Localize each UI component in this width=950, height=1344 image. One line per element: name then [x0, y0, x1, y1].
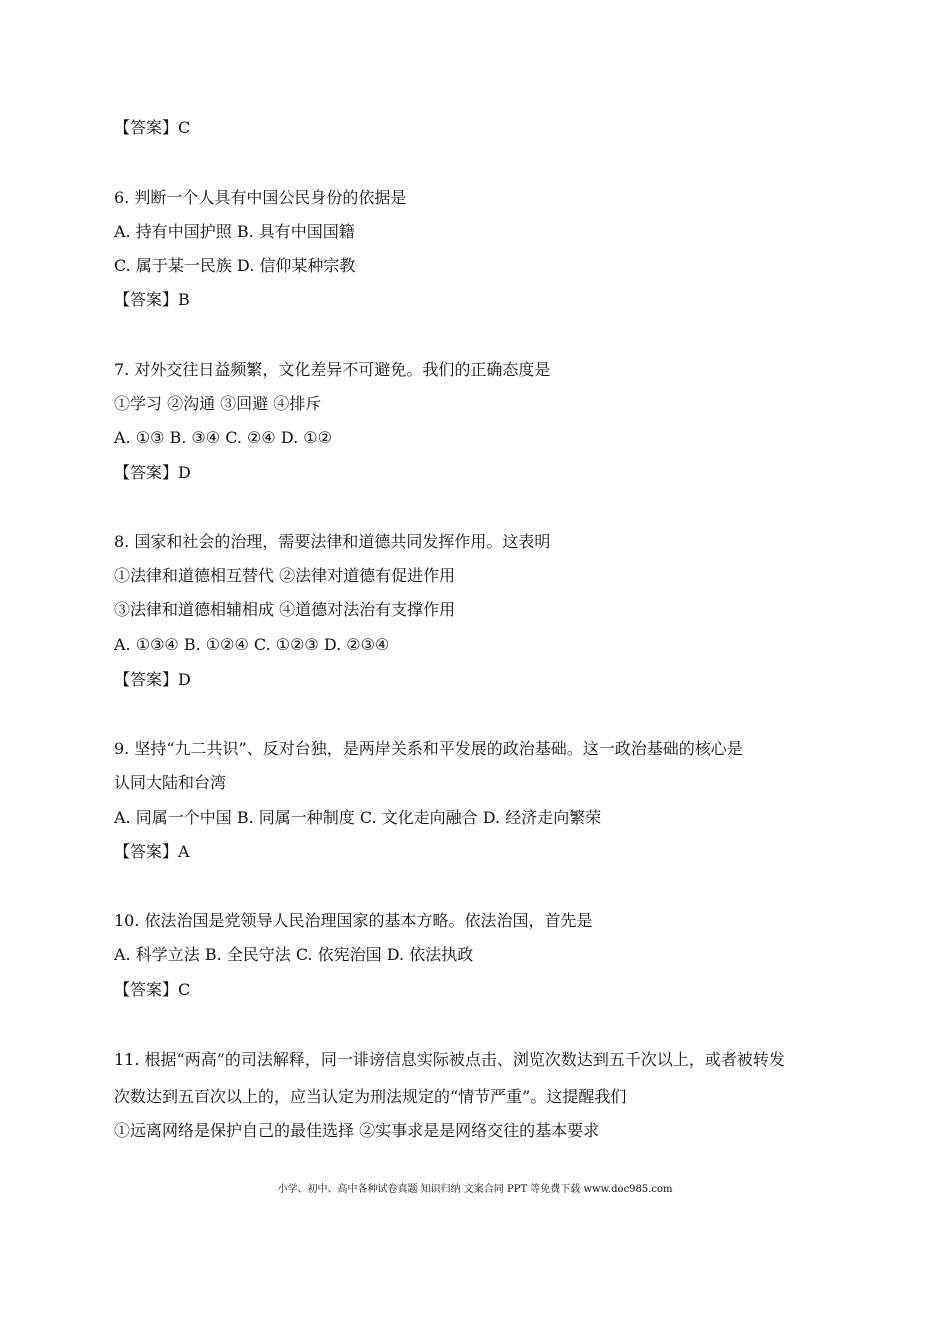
answer-q6: 【答案】B	[114, 290, 190, 309]
answer-q5: 【答案】C	[114, 118, 191, 137]
question-10: 10. 依法治国是党领导人民治理国家的基本方略。依法治国，首先是	[114, 911, 593, 930]
page-footer: 小学、初中、高中各种试卷真题 知识归纳 文案合同 PPT 等免费下载 www.doc985.com	[277, 1184, 673, 1195]
answer-q10: 【答案】C	[114, 980, 191, 999]
statements-q7: ①学习 ②沟通 ③回避 ④排斥	[114, 394, 322, 413]
question-8: 8. 国家和社会的治理，需要法律和道德共同发挥作用。这表明	[114, 532, 551, 551]
question-9: 9. 坚持“九二共识”、反对台独，是两岸关系和平发展的政治基础。这一政治基础的核心是	[114, 739, 743, 758]
question-6: 6. 判断一个人具有中国公民身份的依据是	[114, 188, 407, 207]
question-7: 7. 对外交往日益频繁，文化差异不可避免。我们的正确态度是	[114, 360, 551, 379]
options-q6-cd: C. 属于某一民族 D. 信仰某种宗教	[114, 256, 356, 275]
question-9-continuation: 认同大陆和台湾	[114, 773, 227, 792]
statements-q11-line1: ①远离网络是保护自己的最佳选择 ②实事求是是网络交往的基本要求	[114, 1121, 600, 1140]
options-q10: A. 科学立法 B. 全民守法 C. 依宪治国 D. 依法执政	[114, 945, 474, 964]
options-q9: A. 同属一个中国 B. 同属一种制度 C. 文化走向融合 D. 经济走向繁荣	[114, 808, 602, 827]
options-q7: A. ①③ B. ③④ C. ②④ D. ①②	[114, 428, 332, 447]
question-11: 11. 根据“两高”的司法解释，同一诽谤信息实际被点击、浏览次数达到五千次以上，或者被转发	[114, 1050, 785, 1069]
question-11-continuation: 次数达到五百次以上的，应当认定为刑法规定的“情节严重”。这提醒我们	[114, 1087, 627, 1106]
statements-q8-line1: ①法律和道德相互替代 ②法律对道德有促进作用	[114, 566, 456, 585]
answer-q7: 【答案】D	[114, 463, 191, 482]
answer-q8: 【答案】D	[114, 670, 191, 689]
statements-q8-line2: ③法律和道德相辅相成 ④道德对法治有支撑作用	[114, 600, 456, 619]
answer-q9: 【答案】A	[114, 842, 190, 861]
options-q8: A. ①③④ B. ①②④ C. ①②③ D. ②③④	[114, 635, 390, 654]
options-q6-ab: A. 持有中国护照 B. 具有中国国籍	[114, 222, 355, 241]
